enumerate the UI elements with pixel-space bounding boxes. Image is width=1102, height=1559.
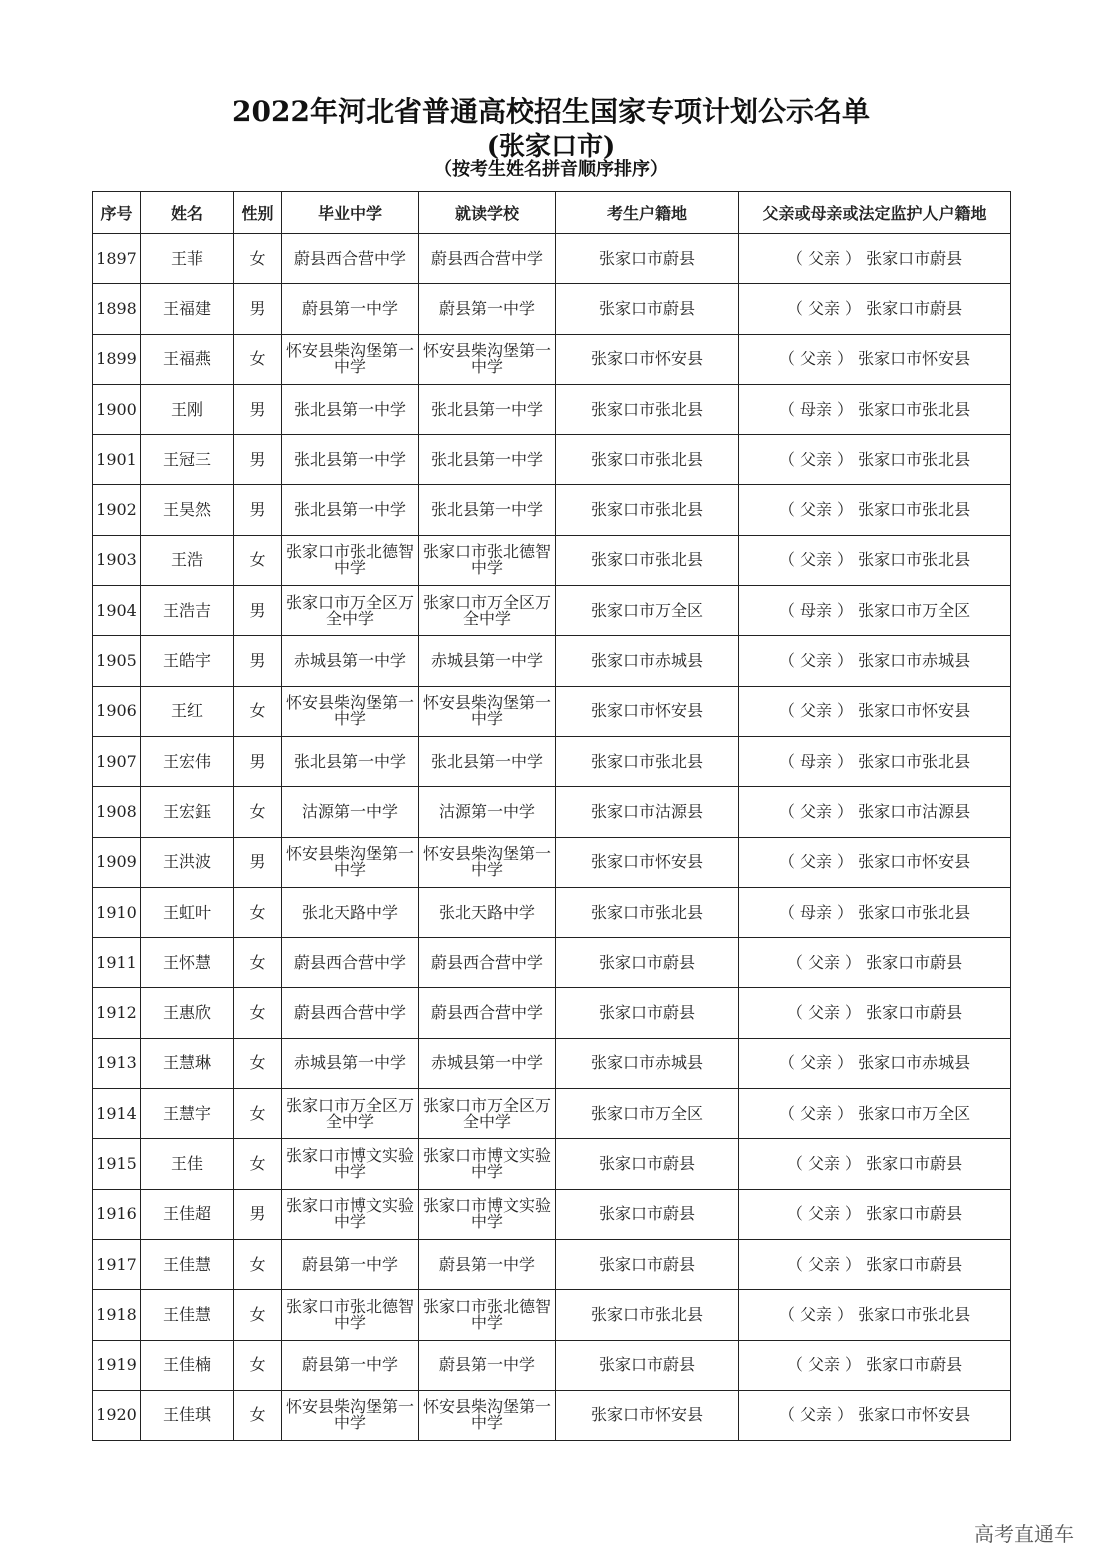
row-number: 1909 — [93, 837, 141, 887]
current-school: 赤城县第一中学 — [419, 1038, 556, 1088]
student-name: 王洪波 — [141, 837, 234, 887]
table-row — [93, 988, 1011, 1038]
row-number: 1916 — [93, 1189, 141, 1239]
student-name: 王浩吉 — [141, 586, 234, 636]
parent-hukou: （ 父亲 ） 张家口市张北县 — [739, 1290, 1011, 1340]
current-school: 张家口市万全区万全中学 — [419, 1089, 556, 1139]
graduated-school: 张北县第一中学 — [282, 384, 419, 434]
current-school: 怀安县柴沟堡第一中学 — [419, 334, 556, 384]
graduated-school: 张家口市张北德智中学 — [282, 1290, 419, 1340]
page-subtitle: (张家口市) — [486, 132, 616, 162]
table-row — [93, 787, 1011, 837]
current-school: 张家口市张北德智中学 — [419, 1290, 556, 1340]
parent-hukou: （ 父亲 ） 张家口市蔚县 — [739, 1239, 1011, 1289]
header-sex: 性别 — [234, 192, 282, 234]
row-number: 1903 — [93, 535, 141, 585]
parent-hukou: （ 父亲 ） 张家口市张北县 — [739, 435, 1011, 485]
graduated-school: 蔚县第一中学 — [282, 1340, 419, 1390]
table-row — [93, 586, 1011, 636]
parent-hukou: （ 父亲 ） 张家口市怀安县 — [739, 837, 1011, 887]
student-name: 王佳慧 — [141, 1290, 234, 1340]
student-sex: 女 — [234, 1089, 282, 1139]
student-name: 王菲 — [141, 234, 234, 284]
student-hukou: 张家口市怀安县 — [556, 837, 739, 887]
graduated-school: 蔚县第一中学 — [282, 1239, 419, 1289]
student-name: 王虹叶 — [141, 887, 234, 937]
table-row — [93, 1390, 1011, 1440]
graduated-school: 蔚县西合营中学 — [282, 938, 419, 988]
table-body — [93, 234, 1011, 1441]
student-hukou: 张家口市万全区 — [556, 1089, 739, 1139]
parent-hukou: （ 母亲 ） 张家口市张北县 — [739, 887, 1011, 937]
graduated-school: 蔚县西合营中学 — [282, 988, 419, 1038]
table-row — [93, 485, 1011, 535]
student-name: 王红 — [141, 686, 234, 736]
parent-hukou: （ 父亲 ） 张家口市蔚县 — [739, 234, 1011, 284]
student-hukou: 张家口市蔚县 — [556, 1340, 739, 1390]
row-number: 1918 — [93, 1290, 141, 1340]
graduated-school: 沽源第一中学 — [282, 787, 419, 837]
student-hukou: 张家口市张北县 — [556, 384, 739, 434]
graduated-school: 张家口市万全区万全中学 — [282, 586, 419, 636]
header-no: 序号 — [93, 192, 141, 234]
table-row — [93, 284, 1011, 334]
student-name: 王慧琳 — [141, 1038, 234, 1088]
current-school: 张北县第一中学 — [419, 435, 556, 485]
student-name: 王佳琪 — [141, 1390, 234, 1440]
student-hukou: 张家口市赤城县 — [556, 1038, 739, 1088]
student-sex: 女 — [234, 887, 282, 937]
watermark: 高考直通车 — [974, 1522, 1074, 1546]
current-school: 张家口市博文实验中学 — [419, 1189, 556, 1239]
table-row — [93, 435, 1011, 485]
parent-hukou: （ 父亲 ） 张家口市蔚县 — [739, 988, 1011, 1038]
student-sex: 女 — [234, 334, 282, 384]
row-number: 1904 — [93, 586, 141, 636]
parent-hukou: （ 父亲 ） 张家口市蔚县 — [739, 1189, 1011, 1239]
graduated-school: 张家口市张北德智中学 — [282, 535, 419, 585]
current-school: 赤城县第一中学 — [419, 636, 556, 686]
student-sex: 女 — [234, 1390, 282, 1440]
student-sex: 女 — [234, 1340, 282, 1390]
student-name: 王慧宇 — [141, 1089, 234, 1139]
student-hukou: 张家口市张北县 — [556, 887, 739, 937]
student-sex: 女 — [234, 787, 282, 837]
table-row — [93, 887, 1011, 937]
graduated-school: 怀安县柴沟堡第一中学 — [282, 686, 419, 736]
student-name: 王昊然 — [141, 485, 234, 535]
student-name: 王惠欣 — [141, 988, 234, 1038]
graduated-school: 张北县第一中学 — [282, 435, 419, 485]
table-row — [93, 736, 1011, 786]
student-sex: 男 — [234, 384, 282, 434]
header-name: 姓名 — [141, 192, 234, 234]
table-row — [93, 1189, 1011, 1239]
parent-hukou: （ 母亲 ） 张家口市张北县 — [739, 384, 1011, 434]
current-school: 蔚县第一中学 — [419, 1340, 556, 1390]
header-graduated-school: 毕业中学 — [282, 192, 419, 234]
graduated-school: 张家口市万全区万全中学 — [282, 1089, 419, 1139]
row-number: 1912 — [93, 988, 141, 1038]
header-current-school: 就读学校 — [419, 192, 556, 234]
parent-hukou: （ 父亲 ） 张家口市怀安县 — [739, 1390, 1011, 1440]
student-name: 王佳慧 — [141, 1239, 234, 1289]
header-parent-hukou: 父亲或母亲或法定监护人户籍地 — [739, 192, 1011, 234]
student-hukou: 张家口市蔚县 — [556, 284, 739, 334]
graduated-school: 赤城县第一中学 — [282, 636, 419, 686]
graduated-school: 怀安县柴沟堡第一中学 — [282, 334, 419, 384]
parent-hukou: （ 父亲 ） 张家口市蔚县 — [739, 938, 1011, 988]
student-sex: 女 — [234, 938, 282, 988]
student-name: 王怀慧 — [141, 938, 234, 988]
student-hukou: 张家口市怀安县 — [556, 1390, 739, 1440]
student-hukou: 张家口市怀安县 — [556, 334, 739, 384]
graduated-school: 张家口市博文实验中学 — [282, 1139, 419, 1189]
student-sex: 女 — [234, 686, 282, 736]
parent-hukou: （ 父亲 ） 张家口市蔚县 — [739, 1340, 1011, 1390]
student-sex: 女 — [234, 988, 282, 1038]
student-name: 王刚 — [141, 384, 234, 434]
table-row — [93, 1340, 1011, 1390]
student-name: 王佳超 — [141, 1189, 234, 1239]
table-row — [93, 636, 1011, 686]
row-number: 1911 — [93, 938, 141, 988]
row-number: 1902 — [93, 485, 141, 535]
student-hukou: 张家口市张北县 — [556, 435, 739, 485]
row-number: 1917 — [93, 1239, 141, 1289]
student-hukou: 张家口市蔚县 — [556, 1239, 739, 1289]
student-hukou: 张家口市沽源县 — [556, 787, 739, 837]
roster-table — [92, 191, 1011, 1441]
row-number: 1901 — [93, 435, 141, 485]
student-hukou: 张家口市蔚县 — [556, 938, 739, 988]
current-school: 怀安县柴沟堡第一中学 — [419, 1390, 556, 1440]
parent-hukou: （ 母亲 ） 张家口市万全区 — [739, 586, 1011, 636]
row-number: 1915 — [93, 1139, 141, 1189]
parent-hukou: （ 父亲 ） 张家口市万全区 — [739, 1089, 1011, 1139]
row-number: 1920 — [93, 1390, 141, 1440]
current-school: 蔚县西合营中学 — [419, 234, 556, 284]
current-school: 沽源第一中学 — [419, 787, 556, 837]
parent-hukou: （ 父亲 ） 张家口市赤城县 — [739, 1038, 1011, 1088]
row-number: 1906 — [93, 686, 141, 736]
current-school: 怀安县柴沟堡第一中学 — [419, 686, 556, 736]
student-name: 王皓宇 — [141, 636, 234, 686]
table-row — [93, 1239, 1011, 1289]
student-sex: 男 — [234, 485, 282, 535]
current-school: 张北县第一中学 — [419, 384, 556, 434]
current-school: 张家口市张北德智中学 — [419, 535, 556, 585]
parent-hukou: （ 母亲 ） 张家口市张北县 — [739, 736, 1011, 786]
current-school: 蔚县第一中学 — [419, 1239, 556, 1289]
student-sex: 女 — [234, 535, 282, 585]
parent-hukou: （ 父亲 ） 张家口市怀安县 — [739, 334, 1011, 384]
student-sex: 女 — [234, 234, 282, 284]
graduated-school: 张北天路中学 — [282, 887, 419, 937]
student-hukou: 张家口市万全区 — [556, 586, 739, 636]
student-name: 王宏伟 — [141, 736, 234, 786]
student-hukou: 张家口市张北县 — [556, 1290, 739, 1340]
page-title: 2022年河北省普通高校招生国家专项计划公示名单 — [232, 95, 870, 128]
parent-hukou: （ 父亲 ） 张家口市怀安县 — [739, 686, 1011, 736]
student-hukou: 张家口市张北县 — [556, 736, 739, 786]
row-number: 1898 — [93, 284, 141, 334]
row-number: 1907 — [93, 736, 141, 786]
student-hukou: 张家口市蔚县 — [556, 988, 739, 1038]
parent-hukou: （ 父亲 ） 张家口市赤城县 — [739, 636, 1011, 686]
parent-hukou: （ 父亲 ） 张家口市沽源县 — [739, 787, 1011, 837]
current-school: 蔚县西合营中学 — [419, 988, 556, 1038]
current-school: 张北县第一中学 — [419, 485, 556, 535]
graduated-school: 怀安县柴沟堡第一中学 — [282, 837, 419, 887]
student-sex: 男 — [234, 636, 282, 686]
table-row — [93, 1089, 1011, 1139]
student-sex: 女 — [234, 1290, 282, 1340]
current-school: 张家口市博文实验中学 — [419, 1139, 556, 1189]
row-number: 1910 — [93, 887, 141, 937]
current-school: 张家口市万全区万全中学 — [419, 586, 556, 636]
row-number: 1919 — [93, 1340, 141, 1390]
row-number: 1914 — [93, 1089, 141, 1139]
row-number: 1913 — [93, 1038, 141, 1088]
student-name: 王福建 — [141, 284, 234, 334]
graduated-school: 怀安县柴沟堡第一中学 — [282, 1390, 419, 1440]
sort-note: （按考生姓名拼音顺序排序） — [434, 159, 668, 180]
student-name: 王宏鈺 — [141, 787, 234, 837]
parent-hukou: （ 父亲 ） 张家口市蔚县 — [739, 284, 1011, 334]
graduated-school: 蔚县西合营中学 — [282, 234, 419, 284]
header-student-hukou: 考生户籍地 — [556, 192, 739, 234]
parent-hukou: （ 父亲 ） 张家口市蔚县 — [739, 1139, 1011, 1189]
student-sex: 男 — [234, 1189, 282, 1239]
student-sex: 男 — [234, 284, 282, 334]
table-row — [93, 334, 1011, 384]
row-number: 1900 — [93, 384, 141, 434]
row-number: 1897 — [93, 234, 141, 284]
table-row — [93, 1038, 1011, 1088]
student-sex: 女 — [234, 1239, 282, 1289]
student-hukou: 张家口市蔚县 — [556, 234, 739, 284]
student-sex: 女 — [234, 1139, 282, 1189]
table-row — [93, 686, 1011, 736]
student-sex: 女 — [234, 1038, 282, 1088]
student-hukou: 张家口市张北县 — [556, 485, 739, 535]
table-row — [93, 837, 1011, 887]
student-name: 王福燕 — [141, 334, 234, 384]
student-name: 王浩 — [141, 535, 234, 585]
student-hukou: 张家口市赤城县 — [556, 636, 739, 686]
student-hukou: 张家口市张北县 — [556, 535, 739, 585]
student-name: 王佳楠 — [141, 1340, 234, 1390]
graduated-school: 赤城县第一中学 — [282, 1038, 419, 1088]
current-school: 蔚县第一中学 — [419, 284, 556, 334]
table-row — [93, 1290, 1011, 1340]
table-row — [93, 938, 1011, 988]
table-header-row — [93, 192, 1011, 234]
student-hukou: 张家口市怀安县 — [556, 686, 739, 736]
student-name: 王冠三 — [141, 435, 234, 485]
row-number: 1905 — [93, 636, 141, 686]
student-sex: 男 — [234, 435, 282, 485]
current-school: 怀安县柴沟堡第一中学 — [419, 837, 556, 887]
current-school: 张北县第一中学 — [419, 736, 556, 786]
table-row — [93, 384, 1011, 434]
graduated-school: 张北县第一中学 — [282, 485, 419, 535]
student-hukou: 张家口市蔚县 — [556, 1139, 739, 1189]
current-school: 张北天路中学 — [419, 887, 556, 937]
graduated-school: 张北县第一中学 — [282, 736, 419, 786]
student-name: 王佳 — [141, 1139, 234, 1189]
parent-hukou: （ 父亲 ） 张家口市张北县 — [739, 535, 1011, 585]
table-row — [93, 1139, 1011, 1189]
student-sex: 男 — [234, 736, 282, 786]
table-row — [93, 234, 1011, 284]
student-sex: 男 — [234, 837, 282, 887]
graduated-school: 蔚县第一中学 — [282, 284, 419, 334]
current-school: 蔚县西合营中学 — [419, 938, 556, 988]
row-number: 1908 — [93, 787, 141, 837]
student-sex: 男 — [234, 586, 282, 636]
parent-hukou: （ 父亲 ） 张家口市张北县 — [739, 485, 1011, 535]
graduated-school: 张家口市博文实验中学 — [282, 1189, 419, 1239]
row-number: 1899 — [93, 334, 141, 384]
table-row — [93, 535, 1011, 585]
student-hukou: 张家口市蔚县 — [556, 1189, 739, 1239]
